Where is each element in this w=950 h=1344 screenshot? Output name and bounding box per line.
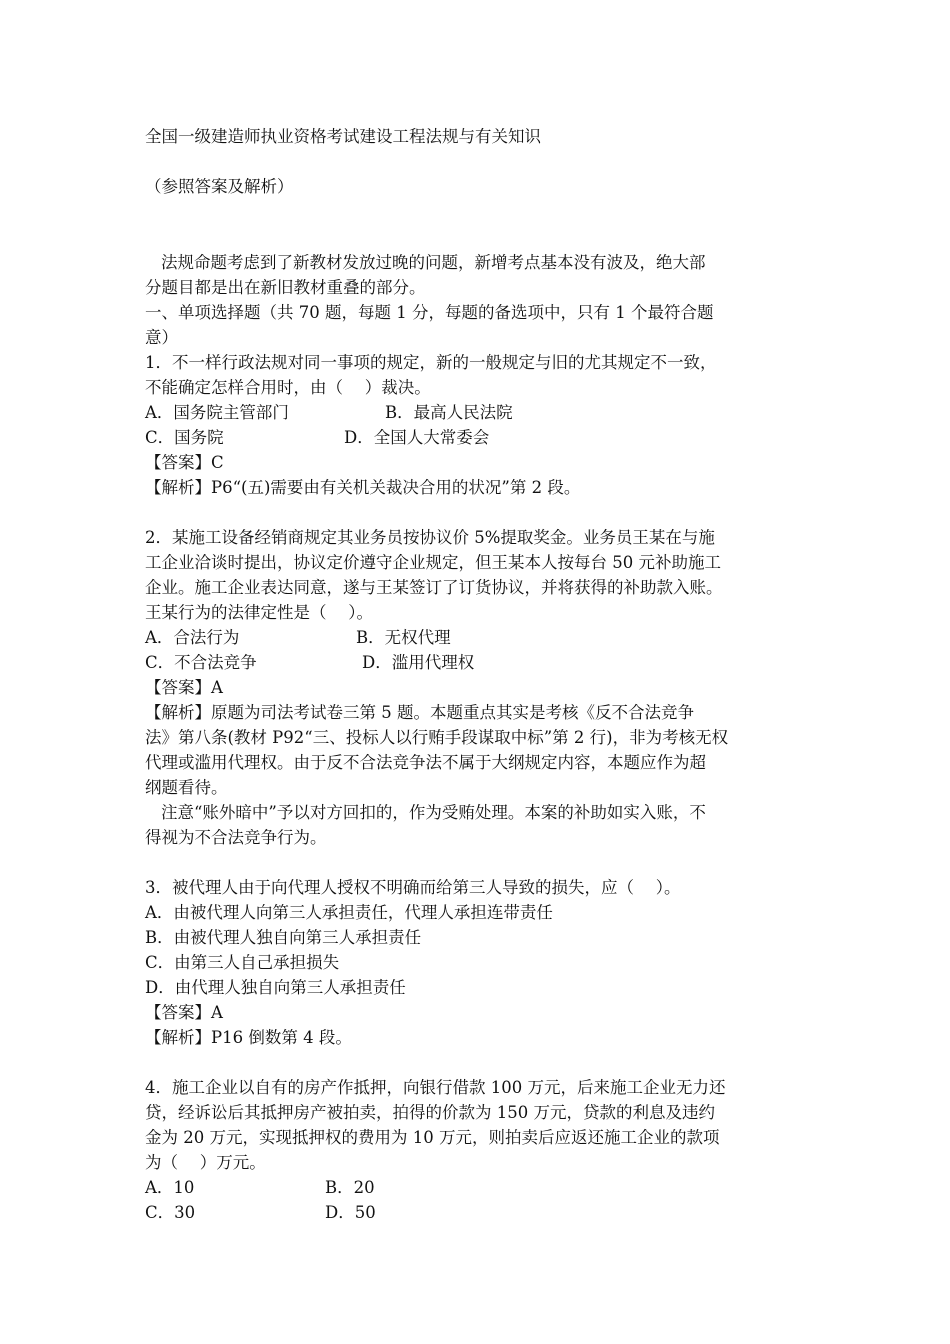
q3-analysis: 【解析】P16 倒数第 4 段。 — [145, 1028, 352, 1047]
doc-body — [145, 250, 810, 1225]
q4-option-d: D．50 — [325, 1203, 376, 1222]
q4-stem: 贷，经诉讼后其抵押房产被拍卖，拍得的价款为 150 万元，贷款的利息及违约 — [145, 1103, 715, 1122]
intro-line: 分题目都是出在新旧教材重叠的部分。 — [145, 278, 426, 297]
q2-stem: 工企业洽谈时提出，协议定价遵守企业规定，但王某本人按每台 50 元补助施工 — [145, 553, 721, 572]
q3-option-d: D．由代理人独自向第三人承担责任 — [145, 978, 406, 997]
section-heading: 意） — [145, 328, 178, 347]
q2-analysis: 【解析】原题为司法考试卷三第 5 题。本题重点其实是考核《反不合法竞争 — [145, 703, 694, 722]
q4-stem: 4．施工企业以自有的房产作抵押，向银行借款 100 万元，后来施工企业无力还 — [145, 1078, 726, 1097]
q4-option-c: C．30 — [145, 1203, 196, 1222]
q3-option-a: A．由被代理人向第三人承担责任，代理人承担连带责任 — [145, 903, 553, 922]
q2-analysis: 纲题看待。 — [145, 778, 228, 797]
q2-note: 得视为不合法竞争行为。 — [145, 828, 327, 847]
q1-options-row — [145, 400, 810, 425]
q3-option-c: C．由第三人自己承担损失 — [145, 953, 340, 972]
doc-title: 全国一级建造师执业资格考试建设工程法规与有关知识 — [145, 127, 541, 146]
q1-option-d: D．全国人大常委会 — [344, 428, 490, 447]
q4-options-row — [145, 1175, 810, 1200]
q4-stem: 为（ ）万元。 — [145, 1153, 266, 1172]
q2-options-row — [145, 625, 810, 650]
q1-answer: 【答案】C — [145, 453, 224, 472]
q3-stem: 3．被代理人由于向代理人授权不明确而给第三人导致的损失，应（ ）。 — [145, 878, 681, 897]
q2-options-row — [145, 650, 810, 675]
q3-option-b: B．由被代理人独自向第三人承担责任 — [145, 928, 422, 947]
q1-analysis: 【解析】P6“(五)需要由有关机关裁决合用的状况”第 2 段。 — [145, 478, 581, 497]
spacer — [145, 1050, 810, 1075]
intro-line: 法规命题考虑到了新教材发放过晚的问题，新增考点基本没有波及，绝大部 — [161, 253, 706, 272]
q1-option-a: A．国务院主管部门 — [145, 403, 289, 422]
q1-option-b: B．最高人民法院 — [385, 403, 513, 422]
q2-option-d: D．滥用代理权 — [362, 653, 475, 672]
q2-option-c: C．不合法竞争 — [145, 653, 257, 672]
doc-subtitle: （参照答案及解析） — [145, 177, 294, 196]
q4-option-b: B．20 — [325, 1178, 375, 1197]
spacer — [145, 500, 810, 525]
q2-note: 注意“账外暗中”予以对方回扣的，作为受贿处理。本案的补助如实入账，不 — [161, 803, 706, 822]
q3-answer: 【答案】A — [145, 1003, 223, 1022]
q2-stem: 企业。施工企业表达同意，遂与王某签订了订货协议，并将获得的补助款入账。 — [145, 578, 723, 597]
q2-option-b: B．无权代理 — [356, 628, 451, 647]
spacer — [145, 850, 810, 875]
q1-option-c: C．国务院 — [145, 428, 224, 447]
section-heading: 一、单项选择题（共 70 题，每题 1 分，每题的备选项中，只有 1 个最符合题 — [145, 303, 714, 322]
q2-stem: 王某行为的法律定性是（ ）。 — [145, 603, 373, 622]
q4-options-row — [145, 1200, 810, 1225]
q2-stem: 2．某施工设备经销商规定其业务员按协议价 5%提取奖金。业务员王某在与施 — [145, 528, 715, 547]
q4-stem: 金为 20 万元，实现抵押权的费用为 10 万元，则拍卖后应返还施工企业的款项 — [145, 1128, 720, 1147]
q4-option-a: A．10 — [145, 1178, 195, 1197]
q1-stem: 1．不一样行政法规对同一事项的规定，新的一般规定与旧的尤其规定不一致， — [145, 353, 717, 372]
q2-analysis: 代理或滥用代理权。由于反不合法竞争法不属于大纲规定内容，本题应作为超 — [145, 753, 706, 772]
q2-analysis: 法》第八条(教材 P92“三、投标人以行贿手段谋取中标”第 2 行)，非为考核无权 — [145, 728, 729, 747]
q1-options-row — [145, 425, 810, 450]
q2-answer: 【答案】A — [145, 678, 223, 697]
q1-stem: 不能确定怎样合用时，由（ ）裁决。 — [145, 378, 431, 397]
q2-option-a: A．合法行为 — [145, 628, 240, 647]
